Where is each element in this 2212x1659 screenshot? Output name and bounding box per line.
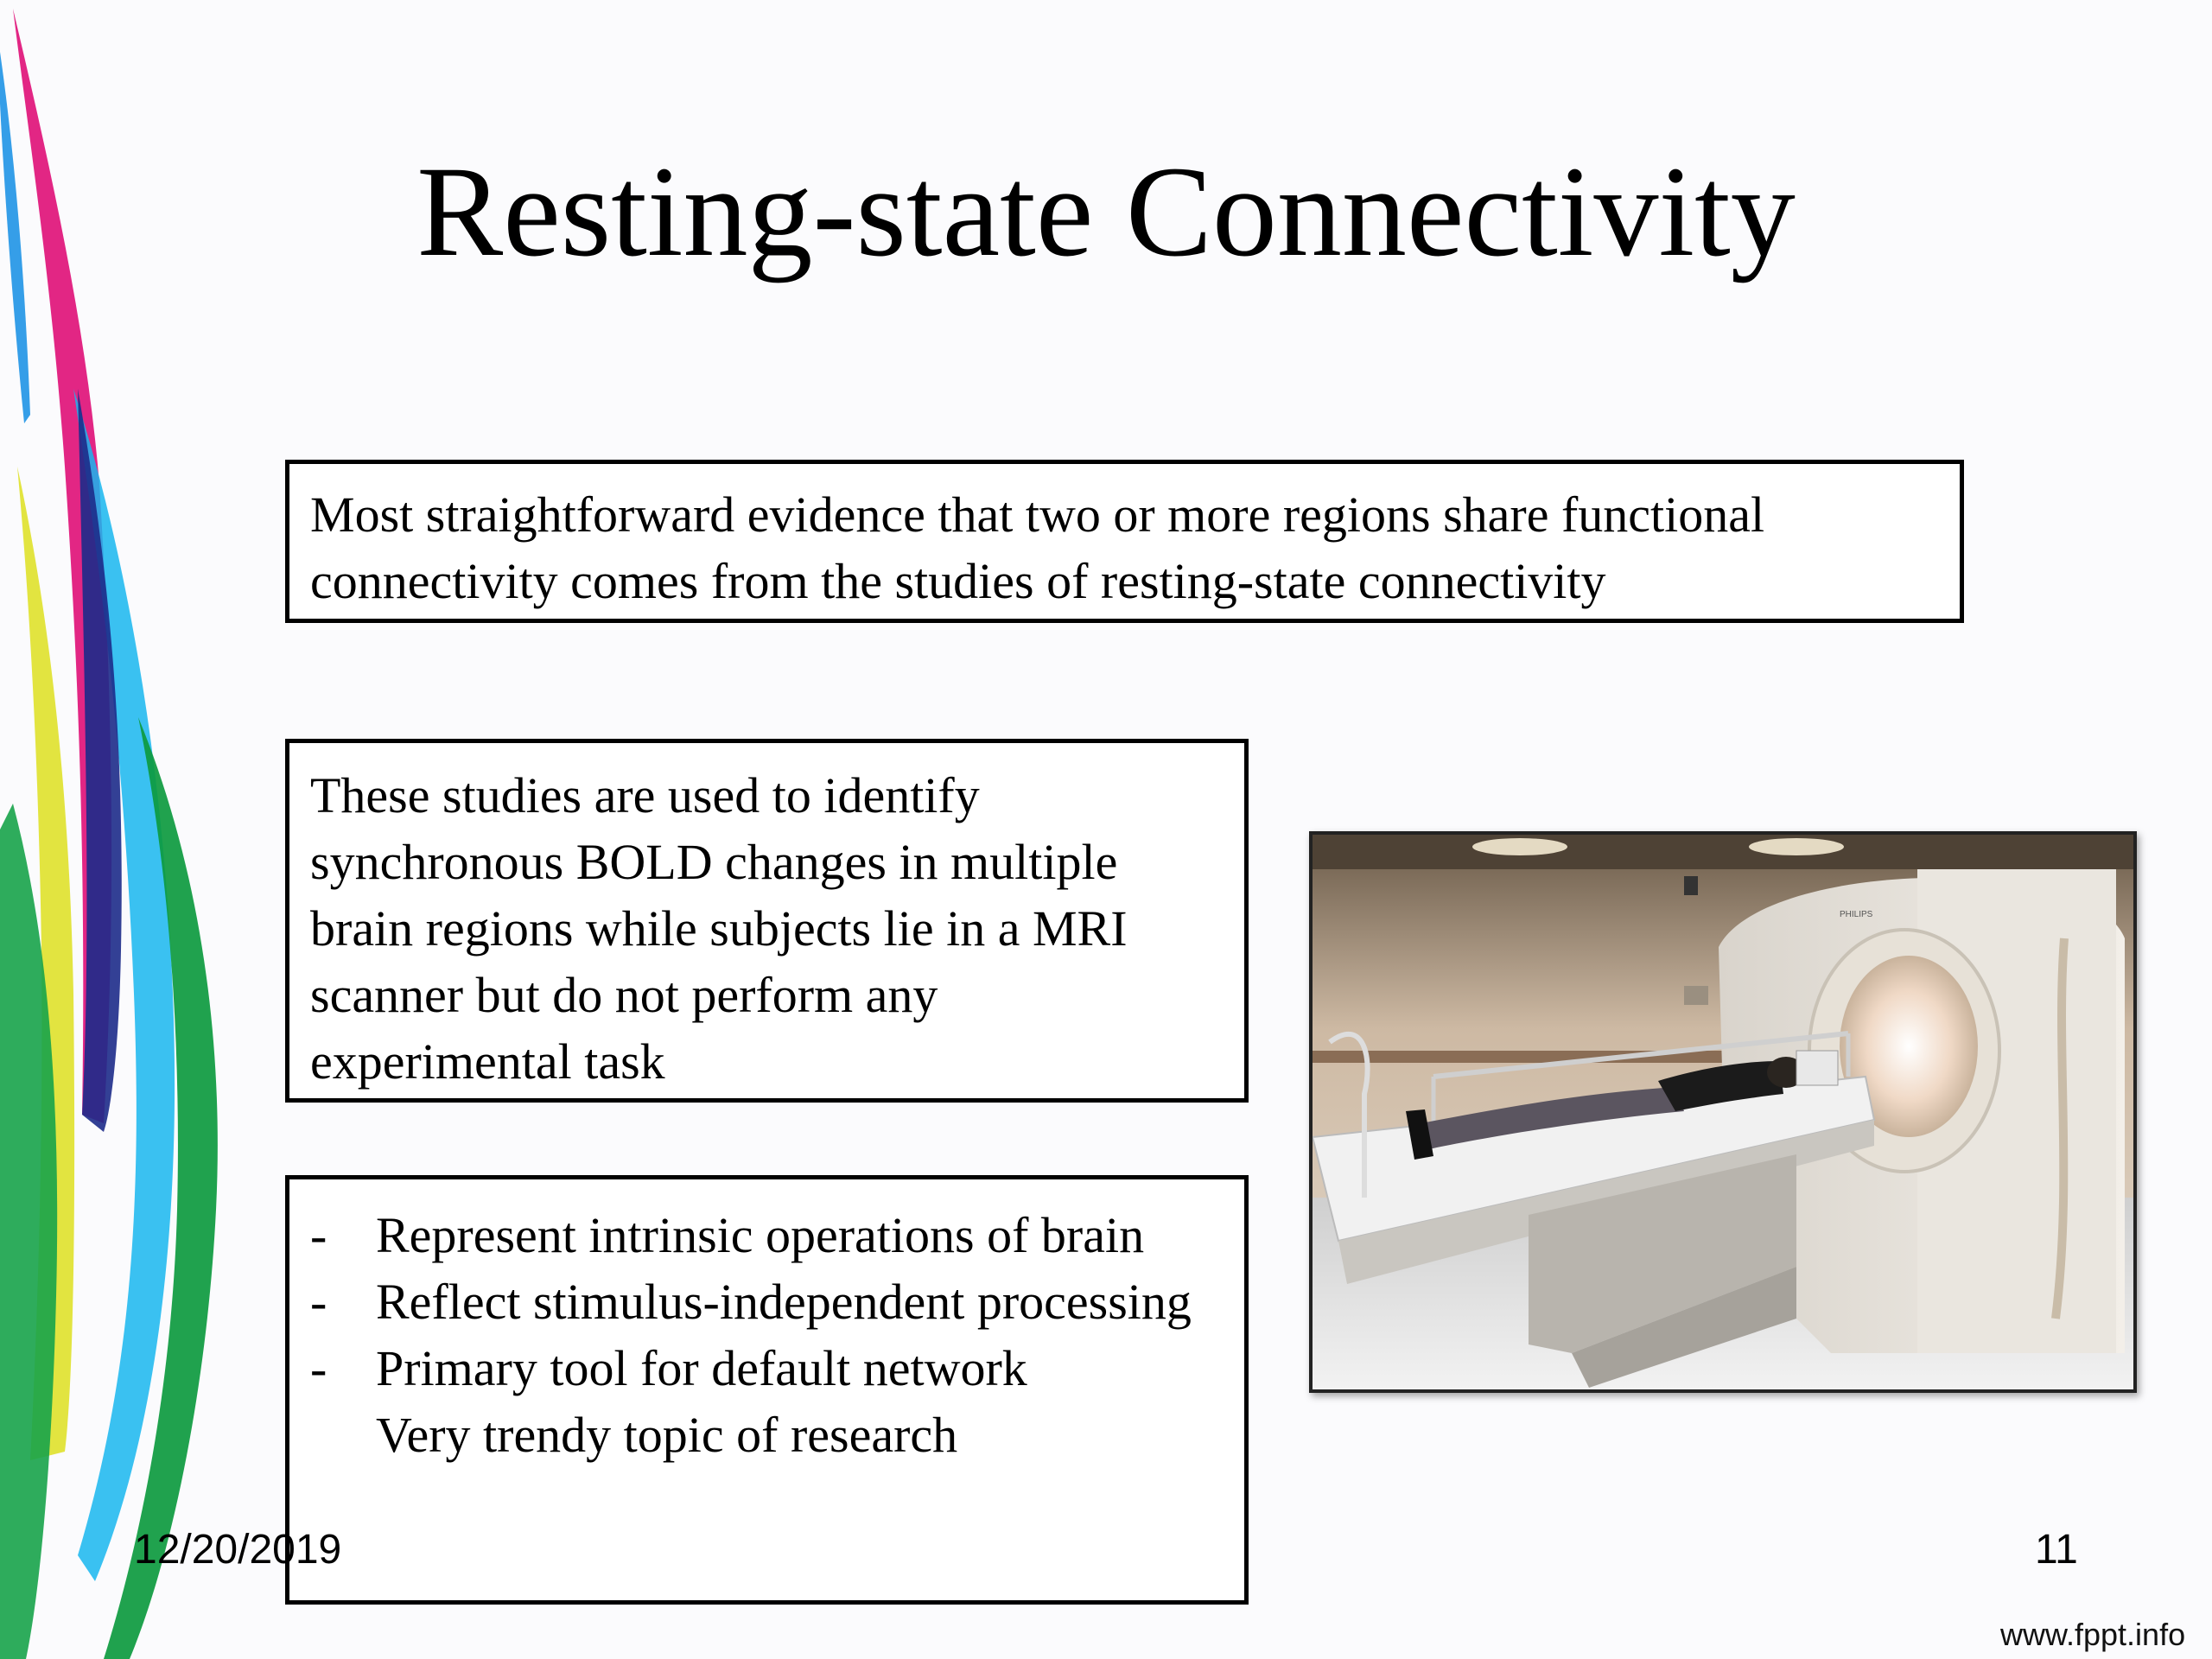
evidence-line: Most straightforward evidence that two or more regions share functional bbox=[310, 486, 1765, 543]
slide-title: Resting-state Connectivity bbox=[416, 140, 1796, 283]
mri-illustration bbox=[1313, 835, 2133, 1389]
evidence-line: connectivity comes from the studies of resting-state connectivity bbox=[310, 553, 1606, 609]
description-line: synchronous BOLD changes in multiple bbox=[310, 834, 1118, 890]
bullet-item bbox=[310, 1268, 1224, 1335]
description-line: scanner but do not perform any bbox=[310, 967, 938, 1023]
bullet-text: Very trendy topic of research bbox=[376, 1407, 958, 1463]
bullet-item bbox=[310, 1402, 1224, 1468]
description-line: experimental task bbox=[310, 1033, 665, 1090]
bullet-list-box bbox=[285, 1175, 1249, 1605]
evidence-box bbox=[285, 460, 1964, 623]
bullet-list bbox=[310, 1202, 1224, 1468]
mri-scanner-photo bbox=[1309, 831, 2137, 1393]
bullet-text: Represent intrinsic operations of brain bbox=[376, 1207, 1145, 1263]
bullet-text: Reflect stimulus-independent processing bbox=[376, 1274, 1192, 1330]
bullet-marker: - bbox=[310, 1207, 327, 1263]
description-line: These studies are used to identify bbox=[310, 767, 980, 823]
description-line: brain regions while subjects lie in a MRI bbox=[310, 900, 1128, 957]
studies-description-box bbox=[285, 739, 1249, 1103]
footer-date: 12/20/2019 bbox=[134, 1527, 342, 1573]
bullet-item bbox=[310, 1202, 1224, 1268]
bullet-marker: - bbox=[310, 1340, 327, 1396]
decorative-ribbons bbox=[0, 0, 242, 1659]
bullet-item bbox=[310, 1335, 1224, 1402]
slide-number: 11 bbox=[2035, 1527, 2078, 1573]
scanner-brand-text: PHILIPS bbox=[1840, 910, 1873, 919]
bullet-text: Primary tool for default network bbox=[376, 1340, 1027, 1396]
footer-website: www.fppt.info bbox=[2000, 1617, 2186, 1652]
bullet-marker: - bbox=[310, 1274, 327, 1330]
